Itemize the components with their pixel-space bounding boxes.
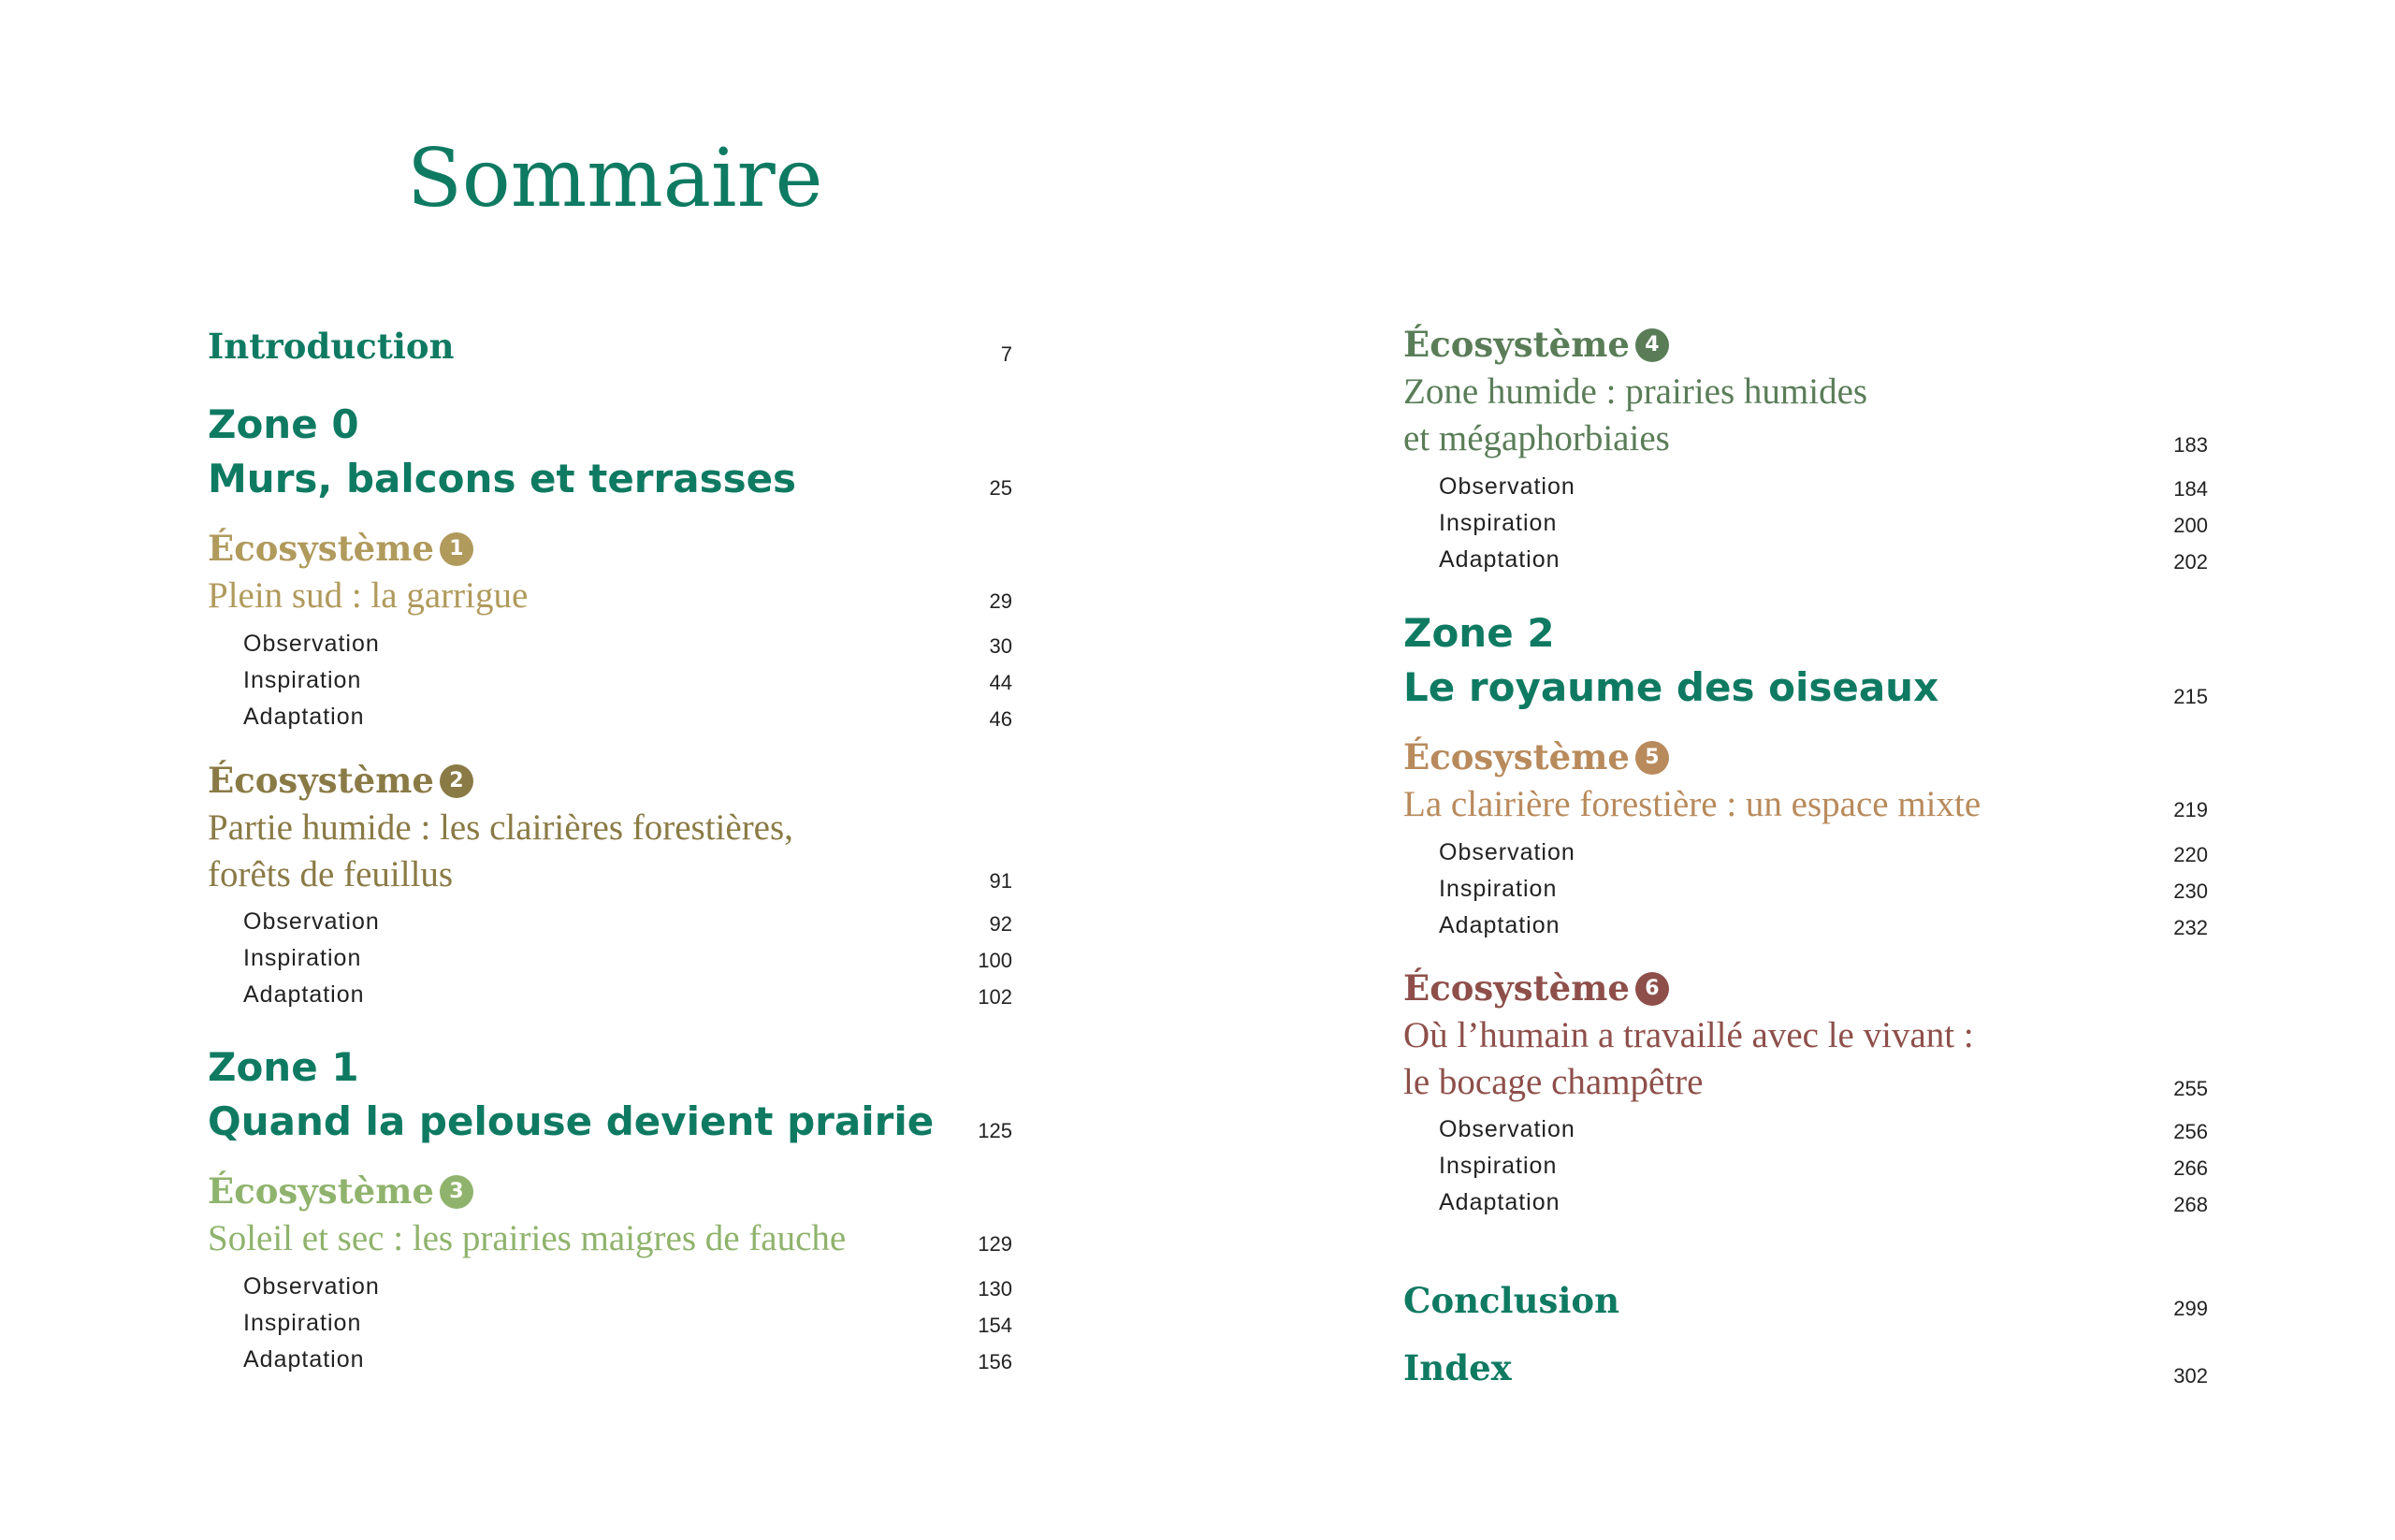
ecosystem-6-adaptation-label: Adaptation [1439,1189,1560,1215]
ecosystem-2-adaptation-label: Adaptation [243,981,365,1008]
ecosystem-5-label: Écosystème [1403,736,1630,777]
zone-0-page-number: 25 [989,476,1012,500]
ecosystem-6-observation-page: 256 [2173,1120,2208,1143]
ecosystem-2-heading [208,760,1012,801]
ecosystem-2-subtitle-line-1: Partie humide : les clairières forestières, [208,806,793,848]
ecosystem-6-adaptation-page: 268 [2173,1193,2208,1216]
zone-1-page-number: 125 [978,1119,1012,1142]
ecosystem-1-inspiration-label: Inspiration [243,667,362,693]
ecosystem-1-subtitle: Plein sud : la garrigue [208,574,529,616]
ecosystem-3-number-badge: 3 [440,1175,473,1209]
ecosystem-3-inspiration[interactable] [208,1312,1012,1335]
ecosystem-4-subtitle-line-1: Zone humide : prairies humides [1403,370,1868,412]
zone-0-title: Zone 0 [208,401,359,447]
index-label: Index [1403,1347,1512,1388]
ecosystem-6-subtitle-line-2: le bocage champêtre [1403,1061,1704,1102]
ecosystem-3-page-number: 129 [978,1232,1012,1256]
ecosystem-4-page-number: 183 [2173,433,2208,457]
ecosystem-1-inspiration-page: 44 [989,671,1012,694]
ecosystem-5-observation-label: Observation [1439,839,1575,865]
toc-entry-zone-1[interactable] [208,1040,1012,1149]
ecosystem-6-observation[interactable] [1403,1118,2208,1141]
ecosystem-2-observation-label: Observation [243,908,380,935]
ecosystem-5-inspiration[interactable] [1403,878,2208,901]
ecosystem-4-inspiration-page: 200 [2173,514,2208,537]
ecosystem-4-inspiration[interactable] [1403,512,2208,535]
ecosystem-4-heading [1403,324,2208,365]
introduction-page-number: 7 [1000,342,1012,366]
ecosystem-1-inspiration[interactable] [208,669,1012,692]
ecosystem-5-observation-page: 220 [2173,843,2208,866]
ecosystem-3-adaptation-page: 156 [978,1350,1012,1373]
ecosystem-5-page-number: 219 [2173,798,2208,821]
toc-entry-ecosystem-2[interactable] [208,760,1012,898]
ecosystem-1-number-badge: 1 [440,532,473,566]
ecosystem-3-inspiration-page: 154 [978,1314,1012,1337]
zone-2-title: Zone 2 [1403,610,1555,656]
toc-entry-zone-0[interactable] [208,398,1012,506]
ecosystem-5-inspiration-label: Inspiration [1439,876,1558,902]
ecosystem-1-observation-label: Observation [243,631,380,657]
toc-entry-conclusion[interactable] [1403,1280,2208,1321]
ecosystem-5-number-badge: 5 [1635,741,1669,775]
ecosystem-2-inspiration[interactable] [208,947,1012,970]
ecosystem-1-label: Écosystème [208,528,434,569]
ecosystem-4-inspiration-label: Inspiration [1439,510,1558,536]
ecosystem-2-observation[interactable] [208,910,1012,934]
ecosystem-6-adaptation[interactable] [1403,1191,2208,1214]
toc-entry-zone-2[interactable] [1403,606,2208,715]
ecosystem-2-observation-page: 92 [989,912,1012,936]
conclusion-page-number: 299 [2173,1297,2208,1320]
ecosystem-6-observation-label: Observation [1439,1116,1575,1142]
index-page-number: 302 [2173,1364,2208,1387]
ecosystem-3-adaptation[interactable] [208,1348,1012,1372]
ecosystem-5-adaptation[interactable] [1403,914,2208,937]
ecosystem-3-adaptation-label: Adaptation [243,1346,365,1373]
ecosystem-6-label: Écosystème [1403,967,1630,1009]
ecosystem-6-inspiration-label: Inspiration [1439,1153,1558,1179]
ecosystem-6-page-number: 255 [2173,1077,2208,1100]
ecosystem-5-observation[interactable] [1403,841,2208,864]
ecosystem-4-adaptation[interactable] [1403,548,2208,572]
introduction-label: Introduction [208,326,455,367]
ecosystem-6-heading [1403,967,2208,1009]
ecosystem-3-subtitle: Soleil et sec : les prairies maigres de fauche [208,1217,847,1258]
ecosystem-2-inspiration-page: 100 [978,949,1012,972]
ecosystem-4-adaptation-label: Adaptation [1439,546,1560,573]
page-title: Sommaire [407,132,823,225]
ecosystem-1-adaptation-page: 46 [989,707,1012,731]
ecosystem-5-subtitle: La clairière forestière : un espace mixte [1403,783,1981,824]
ecosystem-6-inspiration[interactable] [1403,1155,2208,1178]
ecosystem-5-inspiration-page: 230 [2173,879,2208,903]
ecosystem-3-observation-label: Observation [243,1273,380,1300]
ecosystem-1-observation[interactable] [208,632,1012,656]
toc-entry-ecosystem-6[interactable] [1403,967,2208,1106]
ecosystem-4-number-badge: 4 [1635,328,1669,362]
zone-2-page-number: 215 [2173,685,2208,708]
ecosystem-2-page-number: 91 [989,869,1012,893]
zone-1-subtitle: Quand la pelouse devient prairie [208,1098,935,1144]
ecosystem-5-heading [1403,736,2208,777]
ecosystem-2-inspiration-label: Inspiration [243,945,362,971]
ecosystem-2-adaptation[interactable] [208,983,1012,1007]
ecosystem-6-inspiration-page: 266 [2173,1156,2208,1180]
zone-2-subtitle: Le royaume des oiseaux [1403,664,1939,710]
ecosystem-1-adaptation-label: Adaptation [243,704,365,730]
ecosystem-6-number-badge: 6 [1635,972,1669,1006]
ecosystem-2-number-badge: 2 [440,764,473,798]
ecosystem-3-inspiration-label: Inspiration [243,1310,362,1336]
conclusion-label: Conclusion [1403,1280,1619,1321]
ecosystem-1-adaptation[interactable] [208,705,1012,729]
ecosystem-3-observation-page: 130 [978,1277,1012,1300]
ecosystem-1-observation-page: 30 [989,634,1012,658]
ecosystem-4-label: Écosystème [1403,324,1630,365]
ecosystem-2-subtitle-line-2: forêts de feuillus [208,853,454,894]
ecosystem-2-label: Écosystème [208,760,434,801]
ecosystem-5-adaptation-label: Adaptation [1439,912,1560,938]
ecosystem-3-label: Écosystème [208,1170,434,1212]
ecosystem-3-heading [208,1170,1012,1212]
toc-entry-ecosystem-1[interactable] [208,528,1012,619]
ecosystem-4-observation-label: Observation [1439,473,1575,500]
ecosystem-4-observation[interactable] [1403,475,2208,499]
toc-entry-ecosystem-3[interactable] [208,1170,1012,1262]
ecosystem-1-heading [208,528,1012,569]
toc-entry-ecosystem-5[interactable] [1403,736,2208,828]
toc-entry-ecosystem-4[interactable] [1403,324,2208,462]
toc-entry-introduction[interactable] [208,326,1012,367]
ecosystem-6-subtitle-line-1: Où l’humain a travaillé avec le vivant : [1403,1014,1974,1055]
ecosystem-5-adaptation-page: 232 [2173,916,2208,939]
ecosystem-2-adaptation-page: 102 [978,985,1012,1009]
ecosystem-4-adaptation-page: 202 [2173,550,2208,574]
ecosystem-4-observation-page: 184 [2173,477,2208,501]
zone-0-subtitle: Murs, balcons et terrasses [208,456,797,501]
ecosystem-4-subtitle-line-2: et mégaphorbiaies [1403,417,1670,458]
zone-1-title: Zone 1 [208,1044,359,1090]
ecosystem-1-page-number: 29 [989,589,1012,613]
ecosystem-3-observation[interactable] [208,1275,1012,1299]
toc-entry-index[interactable] [1403,1347,2208,1388]
